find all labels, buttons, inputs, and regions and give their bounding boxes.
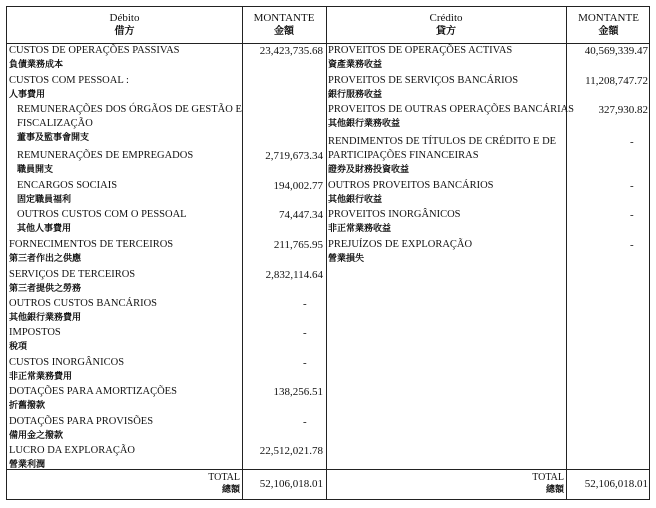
credit-row: PROVEITOS DE OPERAÇÕES ACTIVAS 資產業務收益: [328, 45, 513, 70]
debit-amount: 138,256.51: [273, 386, 323, 398]
debit-amount: -: [303, 416, 307, 428]
credit-header: Crédito 貸方: [429, 12, 463, 37]
credit-amount: 327,930.82: [598, 104, 648, 116]
debit-row: CUSTOS DE OPERAÇÕES PASSIVAS 負債業務成本: [9, 45, 180, 70]
credit-amount-header: MONTANTE 金額: [578, 12, 639, 37]
credit-total-amount: 52,106,018.01: [584, 478, 648, 490]
debit-row: SERVIÇOS DE TERCEIROS 第三者提供之勞務: [9, 269, 136, 294]
credit-row: PROVEITOS INORGÂNICOS 非正常業務收益: [328, 209, 461, 234]
total-divider: [7, 469, 649, 470]
debit-amount: 74,447.34: [279, 209, 323, 221]
credit-amount: -: [630, 180, 634, 192]
col-divider: [242, 7, 243, 499]
debit-header: Débito 借方: [109, 12, 140, 37]
debit-amount: -: [303, 298, 307, 310]
credit-row: PREJUÍZOS DE EXPLORAÇÃO 營業損失: [328, 239, 473, 264]
debit-row: CUSTOS INORGÂNICOS 非正常業務費用: [9, 357, 125, 382]
debit-total-amount: 52,106,018.01: [259, 478, 323, 490]
debit-row: IMPOSTOS 稅項: [9, 327, 61, 352]
debit-total-label: TOTAL 總額: [208, 472, 240, 495]
credit-amount: -: [630, 239, 634, 251]
debit-row: OUTROS CUSTOS COM O PESSOAL 其他人事費用: [17, 209, 187, 234]
debit-amount-header: MONTANTE 金額: [253, 12, 315, 37]
debit-row: OUTROS CUSTOS BANCÁRIOS 其他銀行業務費用: [9, 298, 158, 323]
debit-amount: 2,719,673.34: [265, 150, 323, 162]
debit-row: DOTAÇÕES PARA AMORTIZAÇÕES 折舊撥款: [9, 386, 177, 411]
debit-row: REMUNERAÇÕES DE EMPREGADOS 職員開支: [17, 150, 194, 175]
credit-row: PROVEITOS DE SERVIÇOS BANCÁRIOS 銀行服務收益: [328, 75, 519, 100]
credit-amount: -: [630, 136, 634, 148]
credit-amount: -: [630, 209, 634, 221]
debit-amount: -: [303, 357, 307, 369]
debit-amount: -: [303, 327, 307, 339]
debit-amount: 211,765.95: [273, 239, 323, 251]
debit-row: DOTAÇÕES PARA PROVISÕES 備用金之撥款: [9, 416, 154, 441]
profit-loss-table: [6, 6, 650, 500]
debit-row: ENCARGOS SOCIAIS 固定職員福利: [17, 180, 118, 205]
debit-row: REMUNERAÇÕES DOS ÓRGÃOS DE GESTÃO E FISCALIZAÇÃO 董事及監事會開支: [17, 104, 242, 143]
credit-total-label: TOTAL 總額: [532, 472, 564, 495]
col-divider: [326, 7, 327, 499]
credit-row: RENDIMENTOS DE TÍTULOS DE CRÉDITO E DE PARTICIPAÇÕES FINANCEIRAS 證券及財務投資收益: [328, 136, 557, 175]
table-header: [7, 7, 649, 44]
debit-row: LUCRO DA EXPLORAÇÃO 營業利潤: [9, 445, 136, 470]
credit-amount: 40,569,339.47: [584, 45, 648, 57]
debit-amount: 2,832,114.64: [265, 269, 323, 281]
credit-row: PROVEITOS DE OUTRAS OPERAÇÕES BANCÁRIAS 其他銀行業務收益: [328, 104, 575, 129]
credit-row: OUTROS PROVEITOS BANCÁRIOS 其他銀行收益: [328, 180, 494, 205]
debit-row: FORNECIMENTOS DE TERCEIROS 第三者作出之供應: [9, 239, 174, 264]
credit-amount: 11,208,747.72: [585, 75, 648, 87]
debit-amount: 194,002.77: [273, 180, 323, 192]
debit-row: CUSTOS COM PESSOAL : 人事費用: [9, 75, 129, 100]
debit-amount: 22,512,021.78: [259, 445, 323, 457]
debit-amount: 23,423,735.68: [259, 45, 323, 57]
